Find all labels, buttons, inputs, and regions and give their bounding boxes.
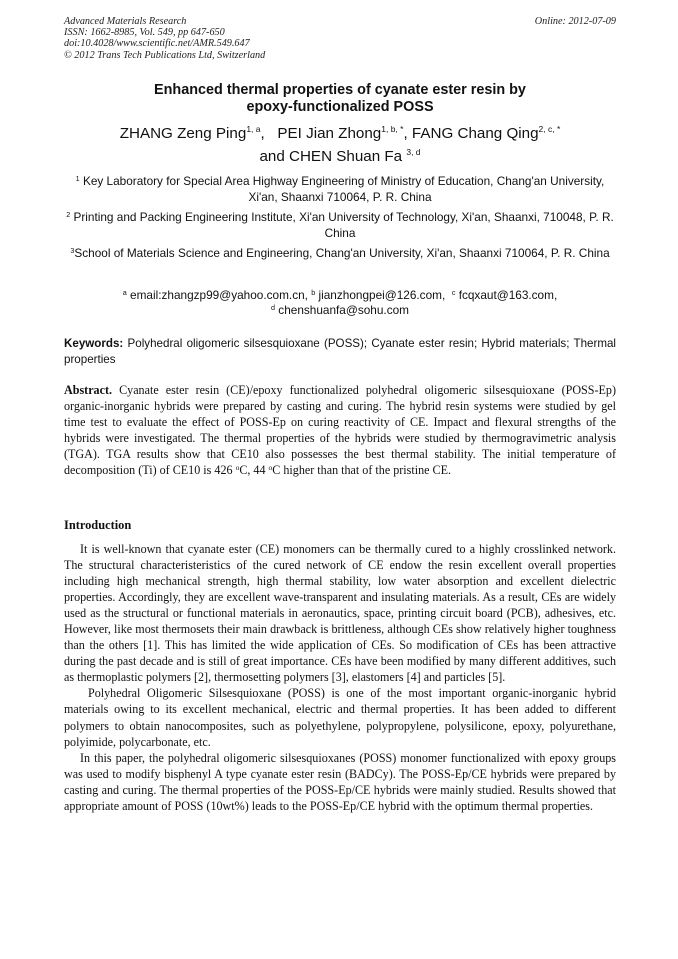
author-name: FANG Chang Qing [411,125,539,142]
affiliation-2 [64,210,616,241]
journal-name: Advanced Materials Research [64,16,187,27]
abstract-text: C higher than that of the pristine CE. [272,463,451,478]
email-mark: c [451,288,456,297]
paragraph: Polyhedral Oligomeric Silsesquioxane (POSS) is one of the most important organic-inorganic hybrid materials owing to its excellent mechanical, electric and thermal properties. It has been added to different polymers to obtain nanocomposites, such as polyethylene, polypropylene, polysilicone, epoxy, polyurethane, polyimide, polycarbonate, etc. [64,686,616,749]
journal-header [64,16,616,61]
email-text: email:zhangzp99@yahoo.com.cn, [130,288,312,302]
keywords-label: Keywords: [64,337,124,350]
author-affil-mark: 1, a [246,124,261,134]
email-list [64,288,616,317]
author-list [64,122,616,168]
affiliation-1 [64,174,616,205]
abstract-block [64,382,616,479]
paragraph: In this paper, the polyhedral oligomeric silsesquioxanes (POSS) monomer functionalized with epoxy groups was used to modify bisphenyl A type cyanate ester resin (BADCy). The POSS-Ep/CE hybrids were prepared by casting and curing. The thermal properties of the POSS-Ep/CE hybrids were mainly studied. Results showed that appropriate amount of POSS (10wt%) leads to the POSS-Ep/CE hybrid with the optimum thermal properties. [64,750,616,813]
keywords-text: Polyhedral oligomeric silsesquioxane (POSS); Cyanate ester resin; Hybrid materials; Thermal properties [64,337,617,366]
author-affil-mark: 2, c, * [538,124,561,134]
author-affil-mark: 3, d [406,147,421,157]
affiliation-mark: 2 [66,210,71,219]
author-separator: , [260,125,278,142]
degree-mark: o [235,463,240,473]
degree-mark: o [268,463,273,473]
keywords-block [64,336,616,368]
abstract-label: Abstract. [64,383,113,397]
email-text: fcqxaut@163.com, [458,288,558,302]
abstract-text: Cyanate ester resin (CE)/epoxy functionalized polyhedral oligomeric silsesquioxane (POSS-Ep) organic-inorganic hybrids were prepared by casting and curing. The hybrid resin systems were studied by gel time test to evaluate the effect of POSS-Ep on curing reactivity of CE. Impact and flexural strengths of the hybrids were investigated. The thermal properties of the hybrids were studied by thermogravimetric analysis (TGA). TGA results show that CE10 also possesses the best thermal stability. The initial temperature of decomposition (Ti) of CE10 is 426 [64,383,616,478]
author-separator: , [403,125,412,142]
author-affil-mark: 1, b, * [381,124,404,134]
affiliation-mark: 1 [75,174,80,183]
email-text: chenshuanfa@sohu.com [278,302,409,317]
introduction-body [64,541,616,814]
author-name: and CHEN Shuan Fa [259,148,403,165]
affiliation-text: School of Materials Science and Engineering, Chang'an University, Xi'an, Shaanxi 710064, P. R. China [74,246,610,260]
paper-title [64,82,616,116]
online-date: Online: 2012-07-09 [534,16,616,27]
issn-line: ISSN: 1662-8985, Vol. 549, pp 647-650 [64,27,225,39]
copyright-line: © 2012 Trans Tech Publications Ltd, Switzerland [64,49,266,61]
affiliation-text: Key Laboratory for Special Area Highway Engineering of Ministry of Education, Chang'an University, Xi'an, Shaanxi 710064, P. R. China [82,174,605,204]
authors-line-1 [64,122,616,145]
email-mark: a [122,288,127,297]
email-mark: d [271,302,276,312]
author-name: ZHANG Zeng Ping [119,125,247,142]
email-text: jianzhongpei@126.com, [318,288,452,302]
affiliation-mark: 3 [70,246,75,255]
paragraph: It is well-known that cyanate ester (CE) monomers can be thermally cured to a highly crosslinked network. The structural characteristeristics of the cured network of CE endow the resin excellent overall properties including high mechanical strength, high thermal stability, low water absorption and excellent dielectric properties. Accordingly, they are excellent wave-transparent and insulating materials. As a result, CEs are widely used as the structural or functional materials in aeronautics, space, printing circuit board (PCB), adhesives, etc. However, like most thermosets their main drawback is brittleness, although CEs show relatively higher toughness than the others [1]. This has limited the wide application of CEs. So modification of CEs has been attractive during the past decade and is still of great importance. CEs have been modified by many different additives, such as thermoplastic polymers [2], thermosetting polymers [3], elastomers [4] and particles [5]. [64,542,616,685]
author-name: PEI Jian Zhong [277,125,382,142]
section-heading: Introduction [64,518,132,532]
affiliation-text: Printing and Packing Engineering Institute, Xi'an University of Technology, Xi'an, Shaanxi, 710048, P. R. China [73,210,614,240]
authors-line-2 [64,145,616,168]
doi-line: doi:10.4028/www.scientific.net/AMR.549.647 [64,38,250,50]
abstract-text: C, 44 [239,463,269,478]
title-line-2: epoxy-functionalized POSS [246,99,434,115]
affiliation-3 [64,246,616,262]
email-mark: b [311,288,316,297]
title-line-1: Enhanced thermal properties of cyanate ester resin by [154,82,526,98]
